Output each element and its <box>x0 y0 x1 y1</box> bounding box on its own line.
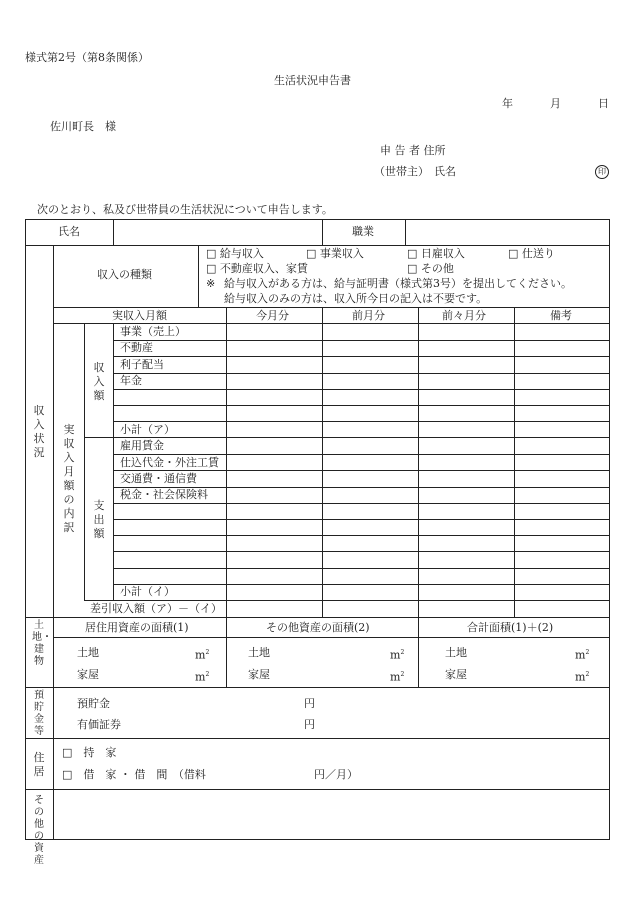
expense-item: 雇用賃金 <box>120 439 164 452</box>
checkbox-daily[interactable]: □ 日雇収入 <box>407 247 465 260</box>
row-line <box>25 789 610 790</box>
land-unit <box>575 646 589 663</box>
income-amount-label: 収入額 <box>93 361 105 402</box>
savings-section-label: 預貯金等 <box>34 690 44 737</box>
col-line <box>322 307 323 617</box>
row-line <box>113 454 610 455</box>
residence-section-label: 住居 <box>33 751 45 778</box>
form-label: 様式第2号（第8条関係） <box>25 51 149 64</box>
row-line <box>84 600 610 601</box>
checkbox-real-estate[interactable]: □ 不動産収入、家賃 <box>206 262 308 275</box>
land-label: 土地 <box>248 646 270 659</box>
income-type-label: 収入の種類 <box>97 268 152 281</box>
income-item: 不動産 <box>120 341 153 354</box>
name-label: 氏名 <box>58 225 80 238</box>
row-line <box>113 340 610 341</box>
unit-sup: 2 <box>585 671 590 678</box>
occupation-input-cell[interactable] <box>406 220 608 244</box>
securities-yen: 円 <box>304 718 315 731</box>
row-line <box>53 323 610 324</box>
house-unit <box>575 668 589 685</box>
date-year: 年 <box>502 97 513 110</box>
row-line <box>113 584 610 585</box>
header-remarks: 備考 <box>550 309 572 322</box>
row-line <box>113 356 610 357</box>
col-line <box>53 245 54 617</box>
col-line <box>113 323 114 600</box>
row-line <box>113 373 610 374</box>
header-prev2-month: 前々月分 <box>442 309 486 322</box>
row-line <box>25 687 610 688</box>
seal-mark: 印 <box>595 165 609 179</box>
income-item: 事業（売上） <box>120 325 186 338</box>
col-line <box>226 617 227 687</box>
checkbox-business[interactable]: □ 事業収入 <box>306 247 364 260</box>
row-line <box>53 307 610 308</box>
land-section-label: 土地・建物 <box>32 620 52 667</box>
row-line <box>113 519 610 520</box>
rent-unit: 円／月） <box>314 768 358 781</box>
securities-label: 有価証券 <box>77 718 121 731</box>
checkbox-rented[interactable]: □ 借 家 ・ 借 間 （借料 <box>62 768 206 781</box>
expense-item: 交通費・通信費 <box>120 472 197 485</box>
addressee: 佐川町長 様 <box>50 120 116 133</box>
date-month: 月 <box>550 97 561 110</box>
table-border-bottom <box>25 839 610 840</box>
expense-item: 仕込代金・外注工賃 <box>120 456 219 469</box>
other-assets-section-label: その他の資産 <box>34 795 44 866</box>
unit-m: m <box>195 670 206 684</box>
col-line <box>514 307 515 617</box>
row-line <box>25 245 610 246</box>
row-line <box>113 470 610 471</box>
table-border-right <box>609 219 610 840</box>
row-line <box>113 389 610 390</box>
header-current-month: 今月分 <box>256 309 289 322</box>
land-unit <box>390 646 404 663</box>
col-line <box>226 307 227 617</box>
row-line <box>53 637 610 638</box>
row-line <box>25 617 610 618</box>
income-subtotal-a: 小計（ア） <box>120 423 175 436</box>
row-line <box>113 503 610 504</box>
checkbox-own-house[interactable]: □ 持 家 <box>62 746 117 759</box>
occupation-label: 職業 <box>352 225 374 238</box>
expense-subtotal-i: 小計（イ） <box>120 585 175 598</box>
name-input-cell[interactable] <box>114 220 321 244</box>
checkbox-remittance[interactable]: □ 仕送り <box>508 247 555 260</box>
income-item: 利子配当 <box>120 358 164 371</box>
unit-sup: 2 <box>205 671 210 678</box>
house-label: 家屋 <box>445 668 467 681</box>
applicant-name-label: 氏名 <box>434 165 456 178</box>
expense-item: 税金・社会保険料 <box>120 488 208 501</box>
total-area-header: 合計面積(1)＋(2) <box>467 621 554 634</box>
note-line-2: 給与収入のみの方は、収入所今日の記入は不要です。 <box>224 292 488 305</box>
header-actual-income: 実収入月額 <box>112 309 167 322</box>
checkbox-salary[interactable]: □ 給与収入 <box>206 247 264 260</box>
land-unit <box>195 646 209 663</box>
land-label: 土地 <box>445 646 467 659</box>
deposit-label: 預貯金 <box>77 697 110 710</box>
col-line <box>418 617 419 687</box>
unit-sup: 2 <box>205 649 210 656</box>
house-label: 家屋 <box>77 668 99 681</box>
col-line <box>418 307 419 617</box>
income-item: 年金 <box>120 374 142 387</box>
house-unit <box>195 668 209 685</box>
col-line <box>322 219 323 245</box>
col-line <box>84 323 85 600</box>
col-line <box>198 245 199 307</box>
intro-text: 次のとおり、私及び世帯員の生活状況について申告します。 <box>37 203 333 216</box>
document-title: 生活状況申告書 <box>274 74 351 87</box>
table-border-left <box>25 219 26 840</box>
land-label: 土地 <box>77 646 99 659</box>
unit-sup: 2 <box>585 649 590 656</box>
other-area-header: その他資産の面積(2) <box>266 621 370 634</box>
unit-m: m <box>195 648 206 662</box>
income-section-label: 収入状況 <box>33 404 45 459</box>
checkbox-other[interactable]: □ その他 <box>407 262 454 275</box>
net-income-label: 差引収入額（ア）－（イ） <box>90 602 222 615</box>
row-line <box>113 405 610 406</box>
note-mark: ※ <box>206 277 216 290</box>
row-line <box>113 551 610 552</box>
deposit-yen: 円 <box>304 697 315 710</box>
breakdown-label: 実収入月額の内訳 <box>63 423 75 534</box>
unit-m: m <box>575 648 586 662</box>
row-line <box>25 738 610 739</box>
row-line <box>113 535 610 536</box>
unit-m: m <box>390 648 401 662</box>
date-day: 日 <box>598 97 609 110</box>
header-prev-month: 前月分 <box>352 309 385 322</box>
house-unit <box>390 668 404 685</box>
unit-sup: 2 <box>400 671 405 678</box>
expense-amount-label: 支出額 <box>93 499 105 540</box>
unit-m: m <box>390 670 401 684</box>
unit-m: m <box>575 670 586 684</box>
applicant-address-label: 申 告 者 住所 <box>380 144 446 157</box>
col-line <box>53 617 54 840</box>
note-line-1: 給与収入がある方は、給与証明書（様式第3号）を提出してください。 <box>224 277 572 290</box>
row-line <box>84 437 610 438</box>
row-line <box>113 568 610 569</box>
unit-sup: 2 <box>400 649 405 656</box>
residential-area-header: 居住用資産の面積(1) <box>85 621 189 634</box>
house-label: 家屋 <box>248 668 270 681</box>
row-line <box>113 421 610 422</box>
applicant-name-prefix: （世帯主） <box>374 165 429 178</box>
